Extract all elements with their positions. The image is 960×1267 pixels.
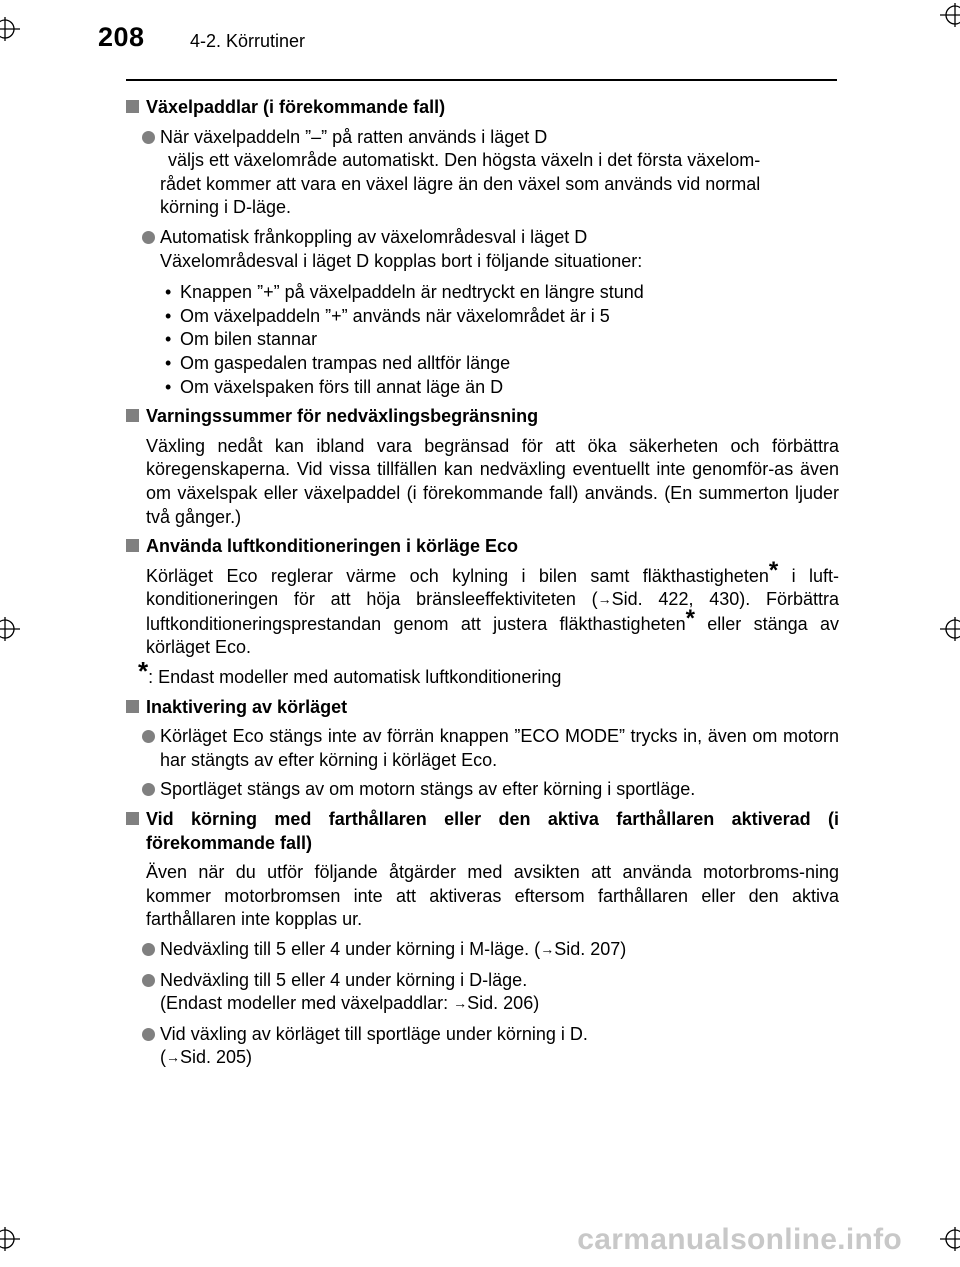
registration-mark-top-left [0,14,30,44]
header-rule [126,79,837,81]
registration-mark-bottom-right [930,1224,960,1254]
section-heading-cruise-control: Vid körning med farthållaren eller den aktiva farthållaren aktiverad (i förekommande fall) [126,808,839,855]
paragraph: Växling nedåt kan ibland vara begränsad för att öka säkerheten och förbättra köregenskaperna. Vid vissa tillfällen kan nedväxling eventuellt inte genomför-as även om växelspak eller växelpaddel (i förekommande fall) används. (En summerton ljuder två gånger.) [146,435,839,527]
bullet-item: Vid växling av körläget till sportläge under körning i D. (→Sid. 205) [126,1023,839,1071]
arrow-right-icon: → [597,591,612,608]
page-reference: Sid. 422, 430). Förbättra luftkonditioneringsprestandan genom att justera fläkthastigheten [146,589,840,634]
bullet-item: Körläget Eco stängs inte av förrän knappen ”ECO MODE” trycks in, även om motorn har stängts av efter körning i körläget Eco. [126,725,839,772]
paragraph: Körläget Eco reglerar värme och kylning i bilen samt fläkthastigheten* i luft-konditioneringen för att höja bränsleeffektiviteten (→Sid. 422, 430). Förbättra luftkonditioneringsprestandan genom att justera fläkthastigheten* eller stänga av körläget Eco. [146,556,840,658]
bullet-item: Automatisk frånkoppling av växelområdesval i läget D Växelområdesval i läget D kopplas bort i följande situationer: [126,226,839,273]
section-heading-downshift-buzzer: Varningssummer för nedväxlingsbegränsning [126,405,839,429]
situation-list [126,281,839,399]
registration-mark-mid-right [930,614,960,644]
section-heading-eco-ac: Använda luftkonditioneringen i körläge Eco [126,535,839,559]
round-bullet-icon [142,974,155,987]
square-bullet-icon [126,409,139,422]
chapter-title: 4-2. Körrutiner [190,31,306,51]
page-reference: Sid. 207) [554,939,627,959]
square-bullet-icon [126,700,139,713]
registration-mark-top-right [930,0,960,30]
asterisk-mark: * [768,556,779,584]
asterisk-mark: * [685,604,695,632]
watermark: carmanualsonline.info [577,1223,902,1256]
round-bullet-icon [142,1028,155,1041]
page-content [126,90,839,1071]
asterisk-mark: * [138,656,149,687]
registration-mark-mid-left [0,614,30,644]
paragraph: Även när du utför följande åtgärder med avsikten att använda motorbroms-ning kommer motorbromsen inte att aktiveras eftersom farthållaren eller den aktiva farthållaren inte kopplas ur. [146,862,839,930]
section-heading-deactivation: Inaktivering av körläget [126,696,839,720]
round-bullet-icon [142,730,155,743]
bullet-item: När växelpaddeln ”–” på ratten används i läget D väljs ett växelområde automatiskt. Den högsta växeln i det första växelom- rådet kommer att vara en växel lägre än den växel som används vid normal körning i D-läge. [126,126,839,220]
page-number: 208 [98,22,145,52]
bullet-item: Nedväxling till 5 eller 4 under körning i M-läge. (→Sid. 207) [126,938,839,963]
page-reference: Sid. 206) [467,993,540,1014]
square-bullet-icon [126,812,139,825]
arrow-right-icon: → [166,1049,180,1066]
section-heading-gear-paddles: Växelpaddlar (i förekommande fall) [126,96,839,120]
square-bullet-icon [126,539,139,552]
footnote: *: Endast modeller med automatisk luftkonditionering [138,656,562,688]
round-bullet-icon [142,231,155,244]
list-item: • Om växelspaken förs till annat läge än D [160,376,839,400]
round-bullet-icon [142,783,155,796]
arrow-right-icon: → [540,941,555,957]
list-item: • Om växelpaddeln ”+” används när växelområdet är i 5 [160,305,839,329]
list-item: • Om gaspedalen trampas ned alltför länge [160,352,839,376]
list-item: • Knappen ”+” på växelpaddeln är nedtryckt en längre stund [160,281,839,305]
bullet-item: Nedväxling till 5 eller 4 under körning i D-läge. (Endast modeller med växelpaddlar: →Sid. 206) [126,969,839,1017]
bullet-item: Sportläget stängs av om motorn stängs av efter körning i sportläge. [126,778,839,802]
arrow-right-icon: → [453,995,468,1012]
list-item: • Om bilen stannar [160,328,839,352]
registration-mark-bottom-left [0,1224,30,1254]
square-bullet-icon [126,100,139,113]
round-bullet-icon [142,131,155,144]
page-reference: Sid. 205) [180,1047,253,1068]
round-bullet-icon [142,943,155,956]
